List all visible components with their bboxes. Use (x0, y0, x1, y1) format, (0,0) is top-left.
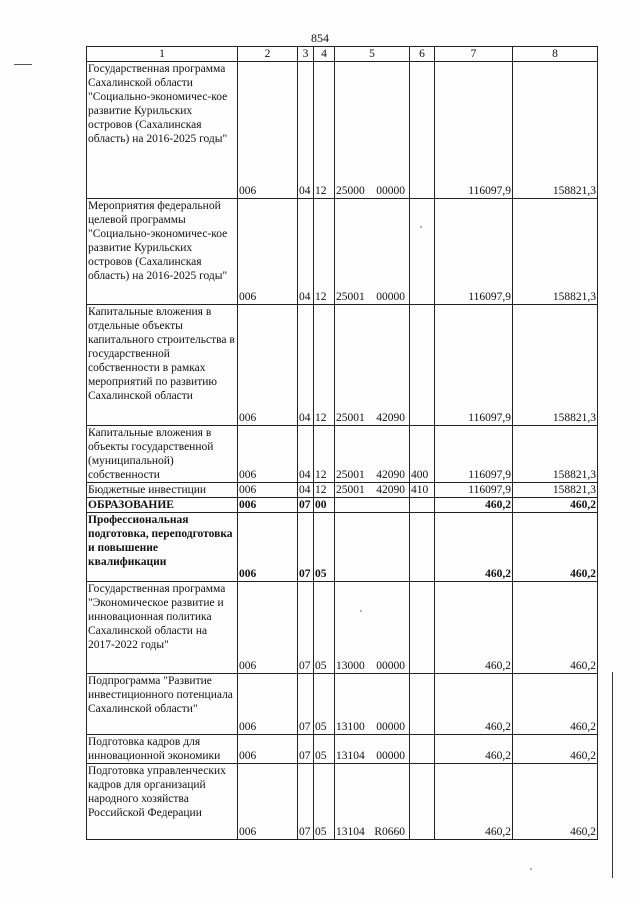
expense-type-cell (410, 62, 435, 199)
subsection-code-cell: 12 (314, 62, 335, 199)
target-article-cell (335, 483, 410, 498)
amount-cell-col8: 460,2 (513, 674, 598, 735)
row-name-cell (87, 582, 238, 674)
scan-speck (530, 868, 532, 870)
table-row (87, 305, 598, 426)
target-article-program: 25000 (336, 185, 365, 197)
table-row (87, 735, 598, 764)
expense-type-cell (410, 764, 435, 840)
subsection-code-cell: 12 (314, 305, 335, 426)
subsection-code-cell: 12 (314, 199, 335, 305)
page-number: 854 (311, 31, 329, 45)
table-row (87, 674, 598, 735)
row-name: Капитальные вложения в объекты государственной (муниципальной) собственности (88, 427, 214, 481)
subsection-code-cell: 05 (314, 582, 335, 674)
row-name: Подготовка кадров для инновационной экономики (88, 736, 221, 762)
ministry-code-cell: 006 (238, 764, 298, 840)
target-article-direction: 00000 (376, 291, 405, 303)
amount-cell-col7: 460,2 (435, 513, 513, 582)
section-code-cell: 07 (298, 582, 314, 674)
ministry-code-cell: 006 (238, 513, 298, 582)
ministry-code-cell: 006 (238, 735, 298, 764)
target-article-direction: 00000 (376, 721, 405, 733)
expense-type-cell (410, 735, 435, 764)
margin-mark (14, 64, 32, 65)
row-name: Государственная программа Сахалинской области "Социально-экономичес-кое развитие Курильских островов (Сахалинская область) на 2016-2025 годы" (88, 63, 228, 145)
target-article-direction: 00000 (376, 660, 405, 672)
table-row (87, 513, 598, 582)
target-article-cell (335, 735, 410, 764)
row-name: Подготовка управленческих кадров для организаций народного хозяйства Российской Федерации (88, 765, 226, 819)
subsection-code-cell: 05 (314, 735, 335, 764)
subsection-code-cell: 05 (314, 764, 335, 840)
target-article-direction: 00000 (376, 750, 405, 762)
row-name: ОБРАЗОВАНИЕ (88, 499, 174, 511)
target-article-program: 25001 (336, 412, 365, 424)
ministry-code-cell: 006 (238, 426, 298, 483)
row-name: Капитальные вложения в отдельные объекты капитального строительства в государственной собственности в рамках мероприятий по развитию Сахалинской области (88, 306, 235, 402)
row-name-cell (87, 674, 238, 735)
section-code-cell: 04 (298, 483, 314, 498)
amount-cell-col8: 158821,3 (513, 305, 598, 426)
amount-cell-col7: 116097,9 (435, 426, 513, 483)
expense-type-cell (410, 582, 435, 674)
target-article-program: 25001 (336, 291, 365, 303)
amount-cell-col7: 460,2 (435, 674, 513, 735)
amount-cell-col7: 116097,9 (435, 199, 513, 305)
target-article-direction: R0660 (374, 826, 405, 838)
section-code-cell: 07 (298, 674, 314, 735)
amount-cell-col8: 158821,3 (513, 483, 598, 498)
ministry-code-cell: 006 (238, 483, 298, 498)
target-article-cell (335, 426, 410, 483)
column-header: 4 (314, 47, 335, 62)
amount-cell-col8: 158821,3 (513, 199, 598, 305)
amount-cell-col7: 116097,9 (435, 305, 513, 426)
amount-cell-col8: 460,2 (513, 498, 598, 513)
section-code-cell: 07 (298, 764, 314, 840)
subsection-code-cell: 05 (314, 674, 335, 735)
subsection-code-cell: 12 (314, 426, 335, 483)
section-code-cell: 04 (298, 305, 314, 426)
table-row (87, 764, 598, 840)
amount-cell-col8: 460,2 (513, 735, 598, 764)
column-header: 6 (410, 47, 435, 62)
target-article-cell (335, 582, 410, 674)
budget-table (86, 46, 598, 840)
column-header: 2 (238, 47, 298, 62)
margin-rule (612, 672, 613, 878)
row-name-cell (87, 735, 238, 764)
target-article-direction: 42090 (376, 469, 405, 481)
row-name: Бюджетные инвестиции (88, 484, 207, 496)
expense-type-cell (410, 513, 435, 582)
target-article-cell (335, 199, 410, 305)
table-header-row (87, 47, 598, 62)
amount-cell-col7: 116097,9 (435, 483, 513, 498)
amount-cell-col8: 460,2 (513, 513, 598, 582)
section-code-cell: 04 (298, 62, 314, 199)
table-row (87, 199, 598, 305)
column-header: 1 (87, 47, 238, 62)
row-name-cell (87, 305, 238, 426)
target-article-cell (335, 513, 410, 582)
table-row (87, 483, 598, 498)
section-code-cell: 07 (298, 513, 314, 582)
row-name-cell (87, 199, 238, 305)
ministry-code-cell: 006 (238, 62, 298, 199)
expense-type-cell (410, 498, 435, 513)
section-code-cell: 07 (298, 735, 314, 764)
expense-type-cell: 400 (410, 426, 435, 483)
amount-cell-col7: 460,2 (435, 498, 513, 513)
ministry-code-cell: 006 (238, 498, 298, 513)
amount-cell-col8: 460,2 (513, 582, 598, 674)
subsection-code-cell: 05 (314, 513, 335, 582)
row-name-cell (87, 513, 238, 582)
table-row (87, 582, 598, 674)
row-name-cell (87, 483, 238, 498)
subsection-code-cell: 00 (314, 498, 335, 513)
section-code-cell: 04 (298, 426, 314, 483)
target-article-program: 13104 (336, 750, 365, 762)
row-name: Государственная программа "Экономическое развитие и инновационная политика Сахалинской области на 2017-2022 годы" (88, 583, 226, 651)
row-name: Подпрограмма "Развитие инвестиционного потенциала Сахалинской области" (88, 675, 233, 715)
column-header: 7 (435, 47, 513, 62)
ministry-code-cell: 006 (238, 674, 298, 735)
target-article-direction: 42090 (376, 412, 405, 424)
target-article-cell (335, 674, 410, 735)
table-row (87, 498, 598, 513)
column-header: 5 (335, 47, 410, 62)
amount-cell-col8: 158821,3 (513, 62, 598, 199)
amount-cell-col7: 460,2 (435, 764, 513, 840)
column-header: 3 (298, 47, 314, 62)
section-code-cell: 04 (298, 199, 314, 305)
column-header: 8 (513, 47, 598, 62)
target-article-direction: 42090 (376, 484, 405, 496)
target-article-direction: 00000 (376, 185, 405, 197)
table-row (87, 426, 598, 483)
section-code-cell: 07 (298, 498, 314, 513)
ministry-code-cell: 006 (238, 582, 298, 674)
target-article-cell (335, 62, 410, 199)
scan-speck (420, 226, 422, 228)
target-article-program: 25001 (336, 469, 365, 481)
expense-type-cell (410, 305, 435, 426)
subsection-code-cell: 12 (314, 483, 335, 498)
table-row (87, 62, 598, 199)
amount-cell-col8: 158821,3 (513, 426, 598, 483)
expense-type-cell: 410 (410, 483, 435, 498)
amount-cell-col8: 460,2 (513, 764, 598, 840)
target-article-program: 13104 (336, 826, 365, 838)
expense-type-cell (410, 674, 435, 735)
expense-type-cell (410, 199, 435, 305)
target-article-program: 25001 (336, 484, 365, 496)
row-name-cell (87, 62, 238, 199)
scan-speck (360, 610, 362, 612)
target-article-program: 13100 (336, 721, 365, 733)
amount-cell-col7: 460,2 (435, 582, 513, 674)
ministry-code-cell: 006 (238, 199, 298, 305)
target-article-cell (335, 498, 410, 513)
row-name: Мероприятия федеральной целевой программы "Социально-экономичес-кое развитие Курильских островов (Сахалинская область) на 2016-2025 годы" (88, 200, 228, 282)
ministry-code-cell: 006 (238, 305, 298, 426)
row-name: Профессиональная подготовка, переподготовка и повышение квалификации (88, 514, 233, 568)
target-article-program: 13000 (336, 660, 365, 672)
target-article-cell (335, 305, 410, 426)
target-article-cell (335, 764, 410, 840)
row-name-cell (87, 764, 238, 840)
amount-cell-col7: 460,2 (435, 735, 513, 764)
row-name-cell (87, 426, 238, 483)
amount-cell-col7: 116097,9 (435, 62, 513, 199)
row-name-cell (87, 498, 238, 513)
